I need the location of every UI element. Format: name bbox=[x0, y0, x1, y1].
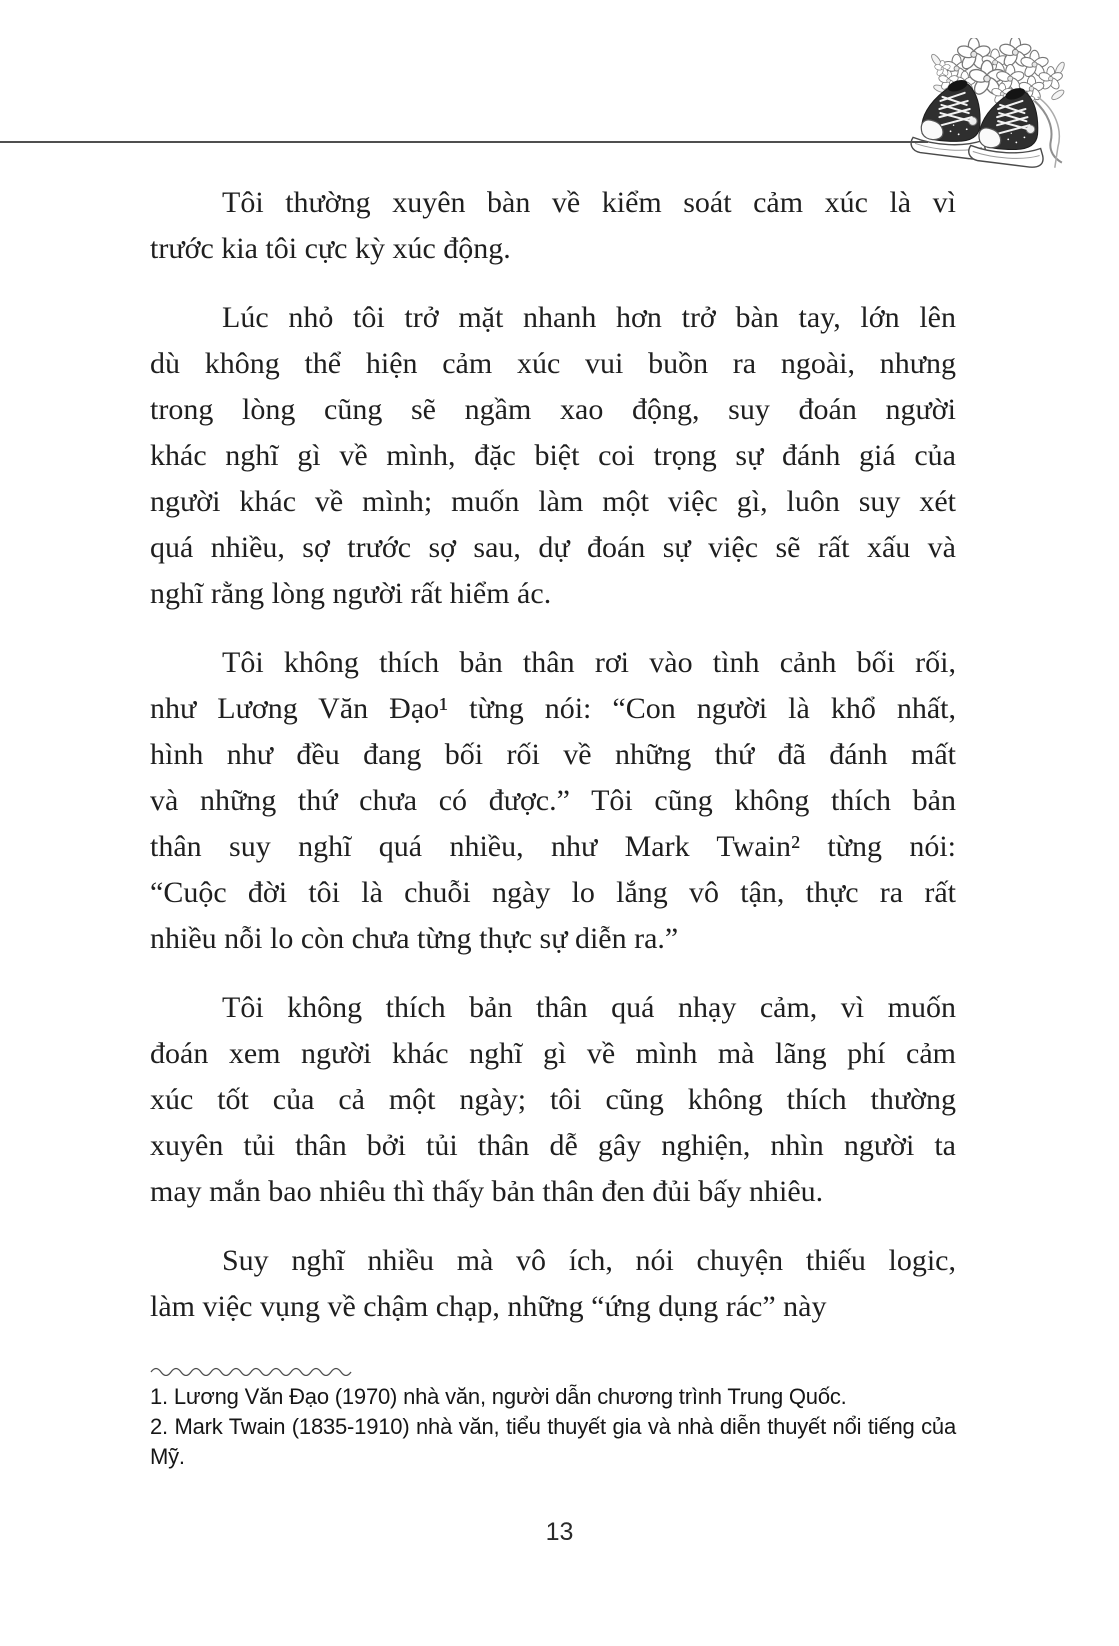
paragraph bbox=[150, 640, 956, 962]
paragraph bbox=[150, 985, 956, 1215]
text-line: “Cuộc đời tôi là chuỗi ngày lo lắng vô tận, thực ra rất bbox=[150, 876, 956, 909]
text-line: nghĩ rằng lòng người rất hiểm ác. bbox=[150, 577, 552, 610]
paragraph bbox=[150, 295, 956, 617]
footnote: 1. Lương Văn Đạo (1970) nhà văn, người dẫn chương trình Trung Quốc. bbox=[150, 1384, 847, 1409]
text-line: nhiều nỗi lo còn chưa từng thực sự diễn ra.” bbox=[150, 922, 679, 955]
text-line: khác nghĩ gì về mình, đặc biệt coi trọng sự đánh giá của bbox=[150, 439, 956, 472]
text-line: xuyên tủi thân bởi tủi thân dễ gây nghiện, nhìn người ta bbox=[150, 1129, 956, 1162]
sneakers-with-flowers-illustration bbox=[906, 38, 1072, 178]
paragraph bbox=[150, 180, 956, 272]
footnotes bbox=[150, 1364, 956, 1472]
text-line: làm việc vụng về chậm chạp, những “ứng dụng rác” này bbox=[150, 1290, 827, 1323]
text-line: Suy nghĩ nhiều mà vô ích, nói chuyện thiếu logic, bbox=[222, 1244, 956, 1277]
text-line: trước kia tôi cực kỳ xúc động. bbox=[150, 232, 511, 265]
footnote-list bbox=[150, 1382, 956, 1472]
footnote-separator-wavy-line bbox=[150, 1364, 357, 1376]
text-line: và những thứ chưa có được.” Tôi cũng không thích bản bbox=[150, 784, 956, 817]
text-line: Lúc nhỏ tôi trở mặt nhanh hơn trở bàn tay, lớn lên bbox=[222, 301, 956, 334]
text-line: hình như đều đang bối rối về những thứ đã đánh mất bbox=[150, 738, 956, 771]
text-line: như Lương Văn Đạo¹ từng nói: “Con người là khổ nhất, bbox=[150, 692, 956, 725]
text-line: đoán xem người khác nghĩ gì về mình mà lãng phí cảm bbox=[150, 1037, 956, 1070]
text-line: dù không thể hiện cảm xúc vui buồn ra ngoài, nhưng bbox=[150, 347, 956, 380]
text-line: thân suy nghĩ quá nhiều, như Mark Twain² từng nói: bbox=[150, 830, 956, 863]
text-line: quá nhiều, sợ trước sợ sau, dự đoán sự việc sẽ rất xấu và bbox=[150, 531, 956, 564]
text-line: may mắn bao nhiêu thì thấy bản thân đen đủi bấy nhiêu. bbox=[150, 1175, 824, 1208]
text-line: Tôi thường xuyên bàn về kiểm soát cảm xúc là vì bbox=[222, 186, 956, 219]
page-number: 13 bbox=[545, 1518, 574, 1546]
body-text bbox=[150, 180, 956, 1353]
paragraph bbox=[150, 1238, 956, 1330]
text-line: người khác về mình; muốn làm một việc gì, luôn suy xét bbox=[150, 485, 956, 518]
text-line: Tôi không thích bản thân quá nhạy cảm, vì muốn bbox=[222, 991, 956, 1024]
text-line: trong lòng cũng sẽ ngầm xao động, suy đoán người bbox=[150, 393, 956, 426]
footnote: 2. Mark Twain (1835-1910) nhà văn, tiểu thuyết gia và nhà diễn thuyết nổi tiếng của Mỹ. bbox=[150, 1414, 956, 1469]
text-line: xúc tốt của cả một ngày; tôi cũng không thích thường bbox=[150, 1083, 956, 1116]
header-rule bbox=[0, 141, 928, 143]
text-line: Tôi không thích bản thân rơi vào tình cảnh bối rối, bbox=[222, 646, 956, 679]
